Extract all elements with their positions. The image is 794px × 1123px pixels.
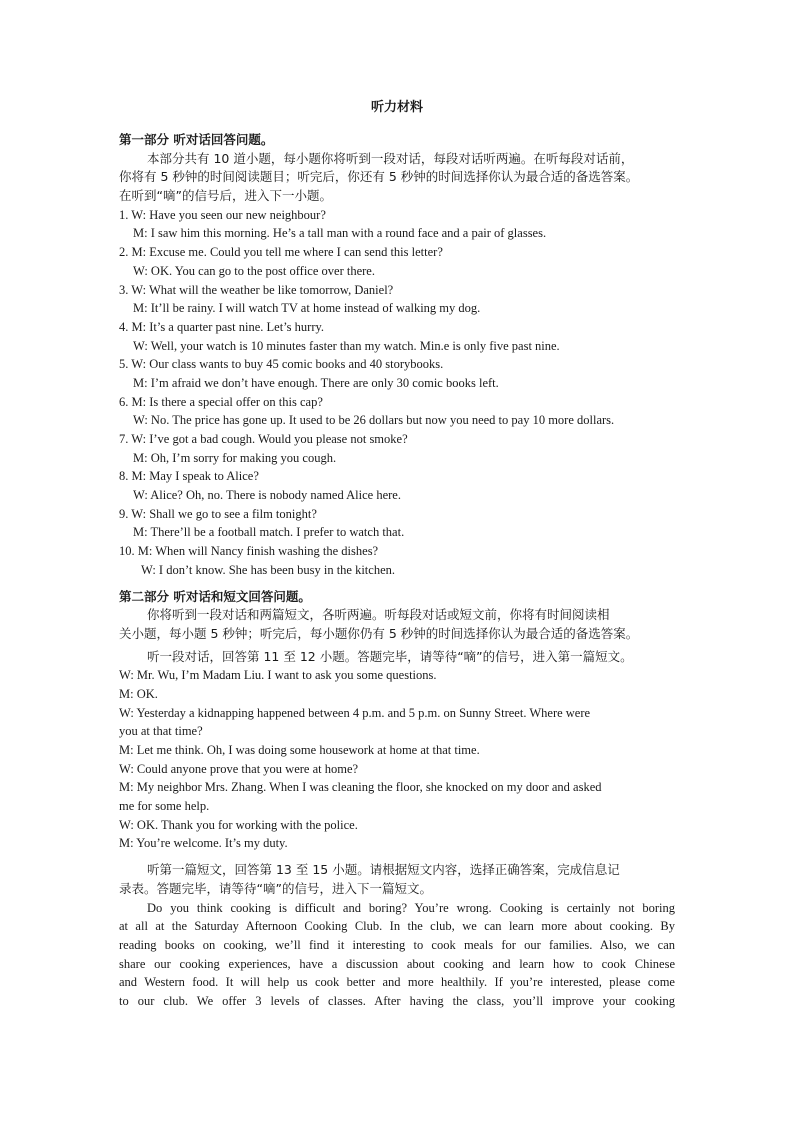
passage-line: at all at the Saturday Afternoon Cooking Club. In the club, we can learn more about cooking. By [119, 919, 675, 934]
conversation-line: W: Mr. Wu, I’m Madam Liu. I want to ask you some questions. [119, 668, 437, 683]
dialogue-answer: M: I saw him this morning. He’s a tall man with a round face and a pair of glasses. [133, 226, 547, 241]
conversation-line: M: You’re welcome. It’s my duty. [119, 836, 288, 851]
dialogue-answer: M: I’m afraid we don’t have enough. There are only 30 comic books left. [133, 375, 499, 390]
dialogue-question: 3. W: What will the weather be like tomorrow, Daniel? [119, 282, 394, 297]
dialogue-question: 7. W: I’ve got a bad cough. Would you please not smoke? [119, 432, 408, 446]
dialogue-question: 10. M: When will Nancy finish washing the dishes? [119, 544, 379, 559]
dialogue-answer: W: Alice? Oh, no. There is nobody named Alice here. [133, 488, 401, 503]
dialogue-question: 8. M: May I speak to Alice? [119, 469, 259, 484]
conversation-line: W: OK. Thank you for working with the police. [119, 817, 358, 832]
dialogue-question: 6. M: Is there a special offer on this cap? [119, 394, 323, 409]
part1-intro-line: 本部分共有 10 道小题，每小题你将听到一段对话，每段对话听两遍。在听每段对话前， [147, 150, 634, 166]
part2-intro-line: 你将听到一段对话和两篇短文，各听两遍。听每段对话或短文前，你将有时间阅读相 [147, 607, 610, 623]
passage-line: Do you think cooking is difficult and boring? You’re wrong. Cooking is certainly not boring [147, 900, 675, 915]
part1-intro-line: 你将有 5 秒钟的时间阅读题目；听完后，你还有 5 秒钟的时间选择你认为最合适的备选答案。 [119, 169, 639, 185]
page-title: 听力材料 [370, 100, 423, 115]
document-body [119, 131, 675, 1011]
conversation-line: you at that time? [119, 724, 203, 739]
dialogue-question: 2. M: Excuse me. Could you tell me where I can send this letter? [119, 245, 443, 260]
conversation-line: M: OK. [119, 686, 158, 701]
dialogue-question: 1. W: Have you seen our new neighbour? [119, 207, 326, 222]
conversation-line: M: My neighbor Mrs. Zhang. When I was cleaning the floor, she knocked on my door and asked [119, 780, 602, 795]
conversation-line: M: Let me think. Oh, I was doing some housework at home at that time. [119, 743, 480, 757]
passage-intro-line: 录表。答题完毕，请等待“嘀”的信号，进入下一篇短文。 [119, 880, 432, 896]
dialogue-question: 4. M: It’s a quarter past nine. Let’s hurry. [119, 319, 325, 334]
passage-line: to our club. We offer 3 levels of classes. After having the class, you’ll improve your cooking [119, 993, 675, 1008]
part2-intro-line: 关小题，每小题 5 秒钟；听完后，每小题你仍有 5 秒钟的时间选择你认为最合适的备选答案。 [119, 625, 639, 641]
part2-heading: 第二部分 听对话和短文回答问题。 [119, 588, 311, 604]
part1-heading: 第一部分 听对话回答问题。 [119, 132, 274, 147]
conversation-line: W: Could anyone prove that you were at home? [119, 761, 359, 776]
dialogue-answer: W: I don’t know. She has been busy in the kitchen. [141, 562, 396, 577]
dialogue-answer: W: Well, your watch is 10 minutes faster than my watch. Min.e is only five past nine. [133, 338, 560, 353]
dialogue-answer: W: OK. You can go to the post office over there. [133, 263, 375, 278]
dialogue-answer: M: It’ll be rainy. I will watch TV at home instead of walking my dog. [133, 301, 481, 316]
dialogue-answer: M: There’ll be a football match. I prefer to watch that. [133, 525, 405, 540]
dialogue-question: 5. W: Our class wants to buy 45 comic books and 40 storybooks. [119, 357, 444, 372]
dialogue-answer: M: Oh, I’m sorry for making you cough. [133, 450, 337, 465]
passage-line: and Western food. It will help us cook better and more healthily. If you’re interested, please come [119, 975, 675, 990]
passage-line: share our cooking experiences, have a discussion about cooking and learn how to cook Chinese [119, 956, 675, 971]
passage-intro-line: 听第一篇短文，回答第 13 至 15 小题。请根据短文内容，选择正确答案，完成信息记 [147, 862, 620, 878]
dialogue-answer: W: No. The price has gone up. It used to be 26 dollars but now you need to pay 10 more dollars. [133, 413, 615, 428]
dialogue-intro: 听一段对话，回答第 11 至 12 小题。答题完毕，请等待“嘀”的信号，进入第一篇短文。 [147, 648, 633, 664]
passage-line: reading books on cooking, we’ll find it interesting to cook meals for our families. Also, we can [119, 937, 675, 952]
conversation-line: W: Yesterday a kidnapping happened between 4 p.m. and 5 p.m. on Sunny Street. Where were [119, 705, 591, 720]
dialogue-question: 9. W: Shall we go to see a film tonight? [119, 506, 317, 521]
conversation-line: me for some help. [119, 799, 210, 814]
part1-intro-line: 在听到“嘀”的信号后，进入下一小题。 [119, 188, 332, 204]
